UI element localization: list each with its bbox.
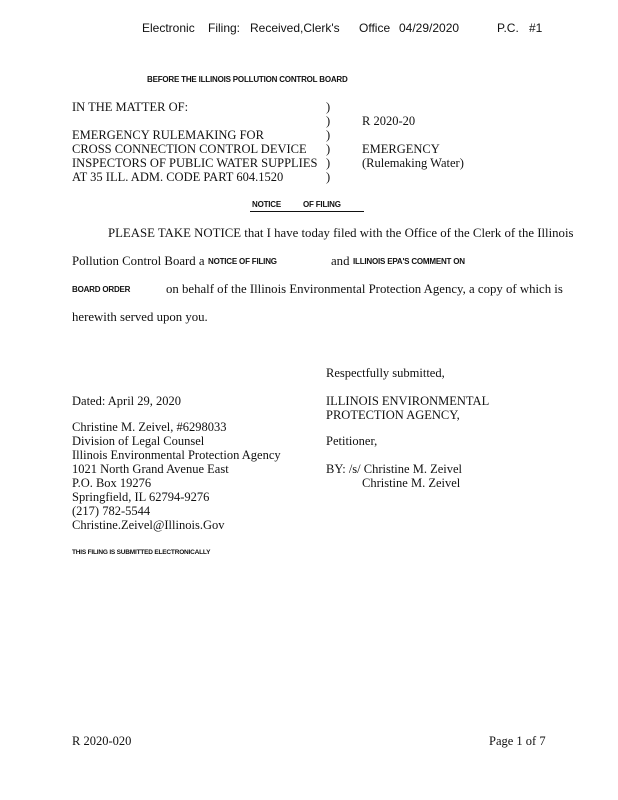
caption-line-matter: IN THE MATTER OF: bbox=[72, 100, 189, 114]
notice-title-of-filing: OF FILING bbox=[303, 200, 341, 209]
signature-agency-line-1: ILLINOIS ENVIRONMENTAL bbox=[326, 394, 490, 408]
caption-paren: ) bbox=[326, 142, 331, 156]
caption-paren: ) bbox=[326, 170, 331, 184]
board-heading: BEFORE THE ILLINOIS POLLUTION CONTROL BOARD bbox=[147, 75, 348, 84]
filing-header-received: Received,Clerk's bbox=[250, 21, 340, 35]
caption-line-inspectors: INSPECTORS OF PUBLIC WATER SUPPLIES bbox=[72, 156, 318, 170]
body-line-2-comment: ILLINOIS EPA'S COMMENT ON bbox=[353, 257, 465, 266]
contact-name: Christine M. Zeivel, #6298033 bbox=[72, 420, 227, 434]
filing-header-filing: Filing: bbox=[208, 21, 241, 35]
signature-role: Petitioner, bbox=[326, 434, 378, 448]
contact-phone: (217) 782-5544 bbox=[72, 504, 151, 518]
contact-division: Division of Legal Counsel bbox=[72, 434, 205, 448]
docket-number: R 2020-20 bbox=[362, 114, 416, 128]
caption-paren: ) bbox=[326, 156, 331, 170]
caption-paren: ) bbox=[326, 128, 331, 142]
caption-line-blank bbox=[72, 114, 317, 128]
caption-emergency: EMERGENCY bbox=[362, 142, 440, 156]
signature-name: Christine M. Zeivel bbox=[362, 476, 461, 490]
contact-email: Christine.Zeivel@Illinois.Gov bbox=[72, 518, 225, 532]
caption-rulemaking-water: (Rulemaking Water) bbox=[362, 156, 464, 170]
footer-page-number: Page 1 of 7 bbox=[489, 734, 546, 748]
body-line-1: PLEASE TAKE NOTICE that I have today filed with the Office of the Clerk of the Illinois bbox=[108, 226, 574, 240]
signature-by-line: BY: /s/ Christine M. Zeivel bbox=[326, 462, 462, 476]
body-line-3-board-order: BOARD ORDER bbox=[72, 285, 131, 294]
caption-parens bbox=[326, 100, 330, 184]
contact-city: Springfield, IL 62794-9276 bbox=[72, 490, 210, 504]
signature-agency-line-2: PROTECTION AGENCY, bbox=[326, 408, 460, 422]
signature-agency bbox=[326, 394, 489, 422]
body-line-2-start: Pollution Control Board a bbox=[72, 254, 205, 268]
caption-paren: ) bbox=[326, 114, 331, 128]
electronic-filing-note: THIS FILING IS SUBMITTED ELECTRONICALLY bbox=[72, 549, 211, 556]
filing-header-electronic: Electronic bbox=[142, 21, 195, 35]
contact-po-box: P.O. Box 19276 bbox=[72, 476, 152, 490]
body-line-2-notice: NOTICE OF FILING bbox=[208, 257, 277, 266]
caption-paren: ) bbox=[326, 100, 331, 114]
notice-title-notice: NOTICE bbox=[252, 200, 282, 209]
contact-agency: Illinois Environmental Protection Agency bbox=[72, 448, 281, 462]
footer-docket: R 2020-020 bbox=[72, 734, 132, 748]
filing-header-office: Office bbox=[359, 21, 391, 35]
caption-left bbox=[72, 100, 317, 184]
caption-right bbox=[362, 142, 464, 170]
filing-header-pc-number: #1 bbox=[529, 21, 543, 35]
caption-line-cross-connection: CROSS CONNECTION CONTROL DEVICE bbox=[72, 142, 307, 156]
filing-header-pc: P.C. bbox=[497, 21, 519, 35]
contact-street: 1021 North Grand Avenue East bbox=[72, 462, 229, 476]
body-line-4: herewith served upon you. bbox=[72, 310, 208, 324]
caption-line-code: AT 35 ILL. ADM. CODE PART 604.1520 bbox=[72, 170, 284, 184]
body-line-3-rest: on behalf of the Illinois Environmental Protection Agency, a copy of which is bbox=[166, 282, 563, 296]
body-line-2-and: and bbox=[331, 254, 350, 268]
filing-header-date: 04/29/2020 bbox=[399, 21, 460, 35]
dated-line: Dated: April 29, 2020 bbox=[72, 394, 182, 408]
caption-line-emergency: EMERGENCY RULEMAKING FOR bbox=[72, 128, 264, 142]
signature-closing: Respectfully submitted, bbox=[326, 366, 445, 380]
contact-block bbox=[72, 420, 281, 532]
notice-title-underline bbox=[250, 211, 364, 212]
